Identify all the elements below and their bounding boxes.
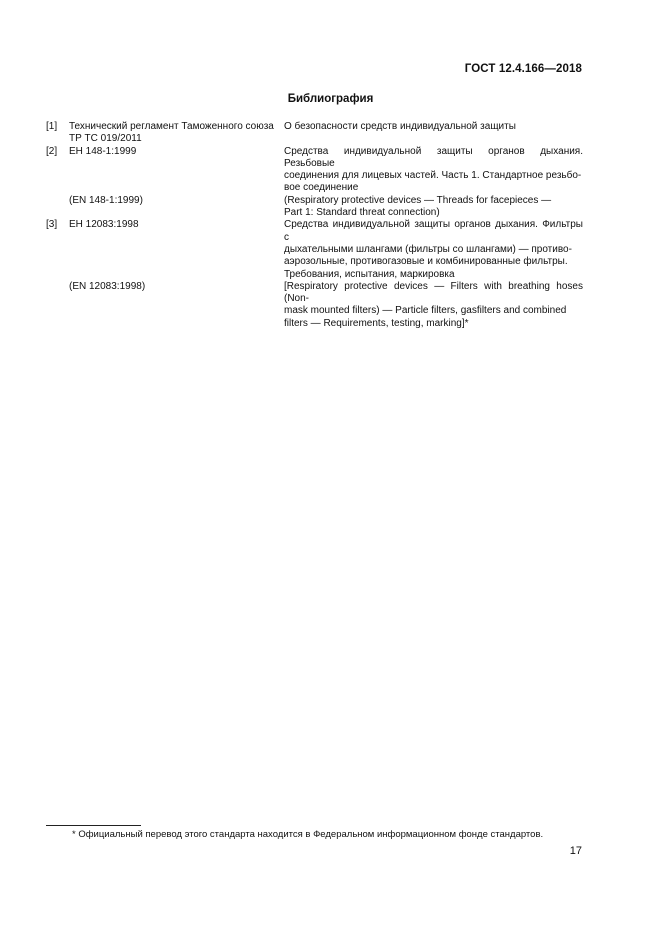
entry-title-line: Part 1: Standard threat connection) bbox=[284, 207, 440, 219]
entry-title-line: дыхательными шлангами (фильтры со шлангами) — противо- bbox=[284, 243, 572, 255]
entry-title-line: (Respiratory protective devices — Threads for facepieces — bbox=[284, 194, 552, 206]
entry-number: [2] bbox=[46, 145, 58, 157]
entry-code-line: Технический регламент Таможенного союза bbox=[69, 121, 274, 132]
footnote-divider bbox=[46, 825, 141, 826]
bibliography-entry-3-original bbox=[46, 281, 583, 330]
entry-code bbox=[69, 121, 284, 146]
entry-code-line: ТР ТС 019/2011 bbox=[69, 133, 142, 145]
standard-code-header: ГОСТ 12.4.166—2018 bbox=[464, 63, 582, 75]
footnote: * Официальный перевод этого стандарта находится в Федеральном информационном фонде стандартов. bbox=[72, 829, 544, 840]
entry-title bbox=[284, 146, 583, 195]
entry-title-line: Средства индивидуальной защиты органов дыхания. Фильтры с bbox=[284, 219, 583, 243]
entry-title-line: mask mounted filters) — Particle filters, gasfilters and combined bbox=[284, 305, 567, 317]
entry-title-line: аэрозольные, противогазовые и комбинированные фильтры. bbox=[284, 256, 568, 268]
bibliography-entry-2-original bbox=[46, 195, 583, 220]
entry-code-line: (EN 148-1:1999) bbox=[69, 194, 143, 206]
entry-code bbox=[69, 219, 284, 231]
bibliography-entry-2 bbox=[46, 146, 583, 195]
page-number: 17 bbox=[569, 845, 582, 857]
entry-title-line: вое соединение bbox=[284, 182, 359, 194]
bibliography-entry-3 bbox=[46, 219, 583, 280]
bibliography-entry-1 bbox=[46, 121, 583, 146]
bibliography-list bbox=[46, 121, 583, 330]
entry-title bbox=[284, 121, 583, 133]
entry-title bbox=[284, 219, 583, 280]
entry-title-line: [Respiratory protective devices — Filters with breathing hoses (Non- bbox=[284, 280, 583, 305]
entry-code bbox=[69, 281, 284, 293]
entry-title-line: О безопасности средств индивидуальной защиты bbox=[284, 121, 516, 132]
entry-number: [1] bbox=[46, 121, 58, 132]
entry-title-line: соединения для лицевых частей. Часть 1. Стандартное резьбо- bbox=[284, 170, 582, 182]
entry-code-line: ЕН 12083:1998 bbox=[69, 219, 139, 231]
entry-code-line: (EN 12083:1998) bbox=[69, 280, 146, 292]
entry-title-line: Требования, испытания, маркировка bbox=[284, 268, 455, 280]
section-title: Библиография bbox=[287, 93, 374, 105]
entry-title-line: Средства индивидуальной защиты органов дыхания. Резьбовые bbox=[284, 145, 583, 169]
entry-code bbox=[69, 146, 284, 158]
entry-title-line: filters — Requirements, testing, marking]* bbox=[284, 317, 469, 329]
entry-code-line: ЕН 148-1:1999 bbox=[69, 145, 137, 157]
entry-number: [3] bbox=[46, 219, 58, 231]
entry-code bbox=[69, 195, 284, 207]
entry-title bbox=[284, 281, 583, 330]
entry-title bbox=[284, 195, 583, 220]
